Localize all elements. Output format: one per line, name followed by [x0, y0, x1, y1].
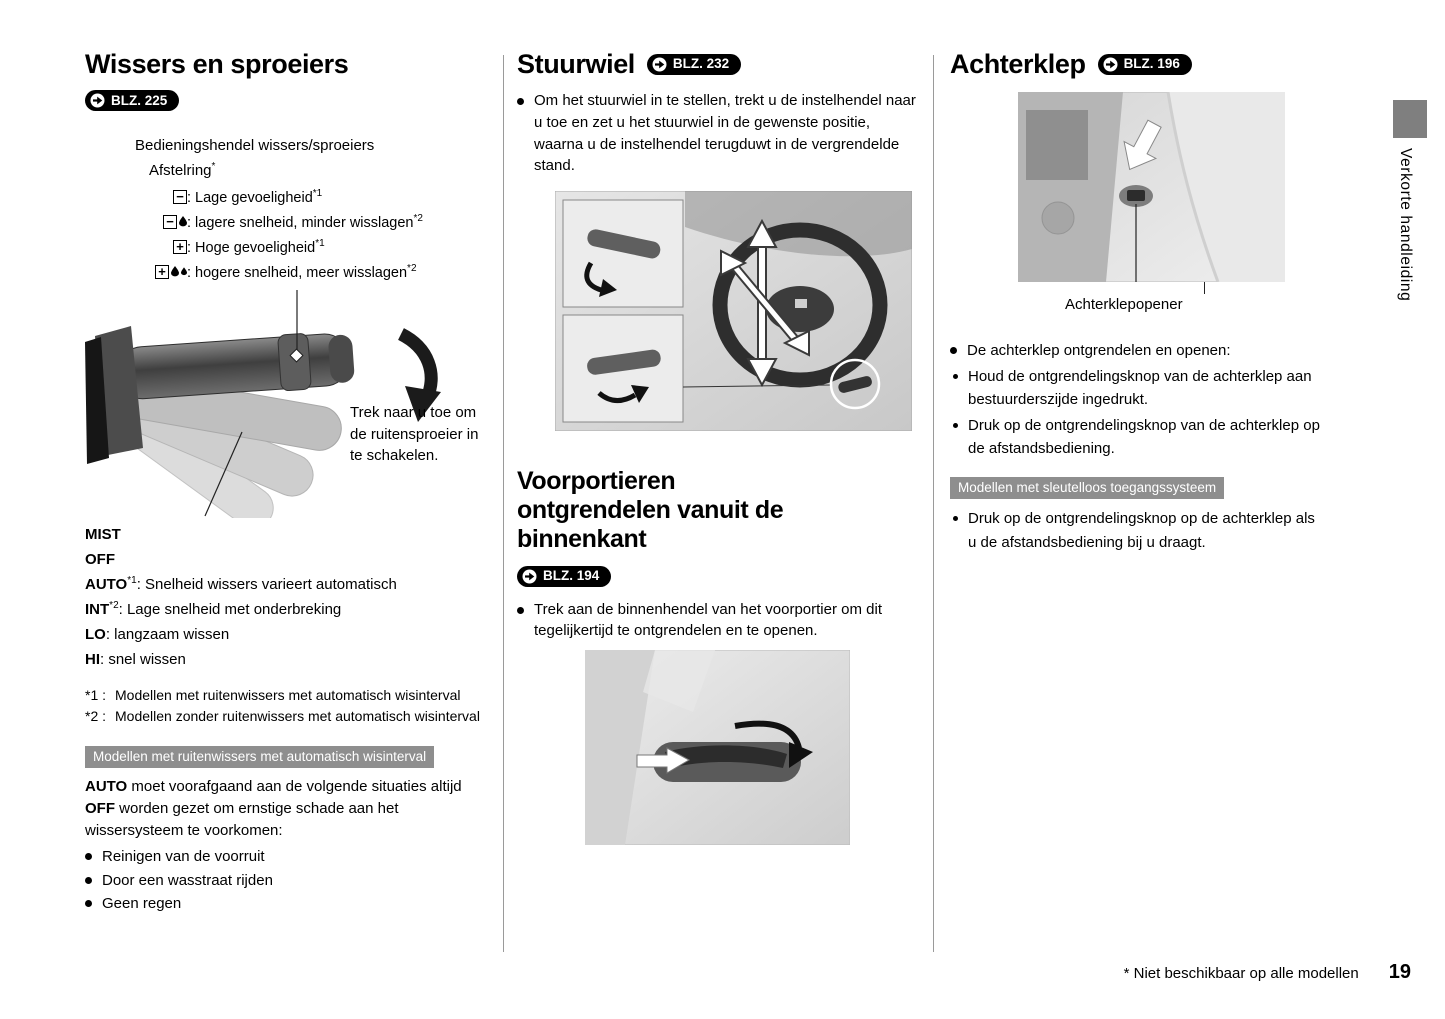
- setting-text: : Lage gevoeligheid$^{*1}$: [187, 187, 323, 206]
- list-item: Door een wasstraat rijden: [85, 869, 487, 893]
- minus-in-box-icon: −: [173, 190, 187, 204]
- page-ref-badge[interactable]: [1098, 54, 1192, 75]
- page-footer: [1124, 961, 1411, 984]
- lever-label: Bedieningshendel wissers/sproeiers: [135, 137, 375, 155]
- setting-row-lower-speed: [145, 209, 487, 234]
- page-ref-badge[interactable]: [647, 54, 741, 75]
- page-ref-badge[interactable]: [517, 566, 611, 587]
- bullet-icon: [950, 347, 957, 354]
- section-title-front-doors: Voorportieren ontgrendelen vanuit de binnenkant: [517, 466, 784, 553]
- wipers-section: [85, 50, 487, 916]
- mode-off: OFF: [85, 551, 115, 569]
- column-divider: [933, 55, 934, 952]
- list-item: Reinigen van de voorruit: [85, 845, 487, 869]
- front-door-instructions: Trek aan de binnenhendel van het voorportier om dit tegelijkertijd te ontgrendelen en te openen.: [517, 599, 917, 642]
- tailgate-opener-caption: Achterklepopener: [1065, 296, 1183, 314]
- setting-row-higher-speed: [145, 259, 487, 284]
- page-number: 19: [1388, 961, 1411, 983]
- keyless-banner: Modellen met sleutelloos toegangssysteem: [950, 477, 1224, 499]
- bullet-icon: [953, 374, 958, 379]
- warning-bullet-list: [85, 845, 487, 916]
- mode-int: INT$^{*2}$: Lage snelheid met onderbreking: [85, 600, 342, 619]
- tailgate-section: [950, 50, 1334, 554]
- bullet-icon: [85, 853, 92, 860]
- footnote-2: *2 : Modellen zonder ruitenwissers met automatisch wisinterval: [85, 708, 480, 725]
- door-handle-figure: [585, 650, 850, 845]
- wiper-settings-list: [85, 184, 487, 284]
- steering-wheel-illustration: [555, 191, 912, 431]
- bullet-icon: [953, 423, 958, 428]
- minus-in-box-icon: −: [163, 215, 177, 229]
- tailgate-lead: De achterklep ontgrendelen en openen:: [950, 339, 1334, 363]
- steering-wheel-figure: [555, 191, 912, 431]
- column-divider: [503, 55, 504, 952]
- door-handle-illustration: [585, 650, 850, 845]
- pull-caption: Trek naar u toe om de ruitensproeier in te schakelen.: [350, 404, 479, 464]
- bullet-icon: [85, 900, 92, 907]
- setting-text: : Hoge gevoeligheid$^{*1}$: [187, 237, 325, 256]
- bullet-icon: [953, 516, 958, 521]
- setting-row-high-sensitivity: [145, 234, 487, 259]
- page-ref-label: BLZ. 225: [111, 93, 168, 109]
- wiper-modes-list: [85, 520, 487, 670]
- section-title-wipers: Wissers en sproeiers: [85, 49, 349, 79]
- steering-section: [517, 50, 917, 845]
- circled-right-arrow-icon: [522, 569, 537, 584]
- circled-right-arrow-icon: [652, 57, 667, 72]
- page-ref-badge[interactable]: [85, 90, 179, 111]
- mode-auto: AUTO$^{*1}$: Snelheid wissers varieert automatisch: [85, 575, 397, 594]
- ring-label: Afstelring*: [149, 161, 216, 180]
- chapter-tab-marker: [1393, 100, 1427, 138]
- tailgate-opener-illustration: [1018, 92, 1285, 282]
- bullet-icon: [517, 607, 524, 614]
- list-item: Houd de ontgrendelingsknop van de achterklep aan bestuurderszijde ingedrukt.: [953, 365, 1334, 412]
- mode-hi: HI: snel wissen: [85, 651, 186, 669]
- circled-right-arrow-icon: [1103, 57, 1118, 72]
- footnotes: [85, 686, 487, 726]
- bullet-icon: [85, 877, 92, 884]
- list-item: Druk op de ontgrendelingsknop van de achterklep op de afstandsbediening.: [953, 414, 1334, 461]
- section-title-steering: Stuurwiel: [517, 49, 635, 79]
- setting-text: : lagere snelheid, minder wisslagen$^{*2}$: [187, 212, 423, 231]
- droplet-icon: [179, 216, 187, 227]
- wiper-stalk-figure: [85, 290, 487, 518]
- setting-row-low-sensitivity: [145, 184, 487, 209]
- bullet-icon: [517, 98, 524, 105]
- tailgate-opener-figure: [1018, 92, 1285, 282]
- caption-leader-line: [1204, 282, 1205, 294]
- page-ref-label: BLZ. 232: [672, 56, 730, 72]
- section-title-tailgate: Achterklep: [950, 49, 1086, 79]
- list-item: Geen regen: [85, 892, 487, 916]
- steering-instructions: Om het stuurwiel in te stellen, trekt u de instelhendel naar u toe en zet u het stuurwiel in de gewenste positie, waarna u de instelhendel terugduwt in de vergrendelde stand.: [517, 90, 917, 176]
- footnote-1: *1 : Modellen met ruitenwissers met automatisch wisinterval: [85, 687, 461, 704]
- mode-mist: MIST: [85, 526, 121, 544]
- mode-lo: LO: langzaam wissen: [85, 626, 230, 644]
- keyless-instruction: Druk op de ontgrendelingsknop op de achterklep als u de afstandsbediening bij u draagt.: [950, 507, 1334, 554]
- droplet-icon: [171, 266, 179, 277]
- page-ref-label: BLZ. 194: [543, 568, 600, 584]
- chapter-tab-label: Verkorte handleiding: [1397, 148, 1414, 302]
- page-ref-label: BLZ. 196: [1123, 56, 1180, 72]
- availability-footnote: * Niet beschikbaar op alle modellen: [1123, 965, 1359, 982]
- auto-warning-text: AUTO moet voorafgaand aan de volgende situaties altijd OFF worden gezet om ernstige schade aan het wissersysteem te voorkomen:: [85, 778, 462, 839]
- circled-right-arrow-icon: [90, 93, 105, 108]
- plus-in-box-icon: +: [173, 240, 187, 254]
- setting-text: : hogere snelheid, meer wisslagen$^{*2}$: [187, 262, 417, 281]
- model-banner: Modellen met ruitenwissers met automatisch wisinterval: [85, 746, 434, 768]
- tailgate-bullet-list: [950, 365, 1334, 461]
- plus-in-box-icon: +: [155, 265, 169, 279]
